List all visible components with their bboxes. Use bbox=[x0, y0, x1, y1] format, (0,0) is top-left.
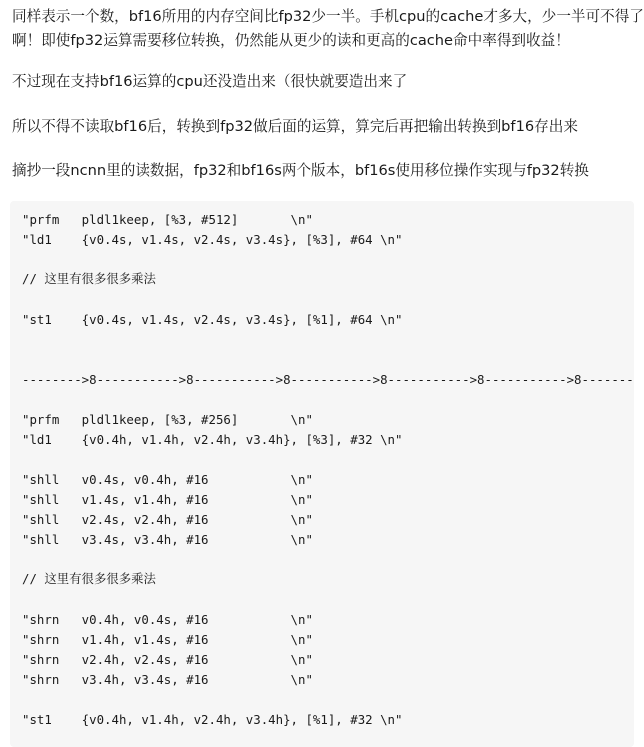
code-line: "prfm pldl1keep, [%3, #256] \n" bbox=[22, 412, 313, 427]
code-comment: // 这里有很多很多乘法 bbox=[22, 571, 156, 586]
code-line: "shrn v1.4h, v1.4s, #16 \n" bbox=[22, 632, 313, 647]
code-comment: // 这里有很多很多乘法 bbox=[22, 271, 156, 286]
code-line: "prfm pldl1keep, [%3, #512] \n" bbox=[22, 212, 313, 227]
code-line: "shrn v3.4h, v3.4s, #16 \n" bbox=[22, 672, 313, 687]
paragraph-bf16-memory bbox=[12, 5, 644, 53]
paragraph-line: 啊！即使fp32运算需要移位转换，仍然能从更少的读和更高的cache命中率得到收益！ bbox=[12, 32, 570, 49]
code-line: "ld1 {v0.4s, v1.4s, v2.4s, v3.4s}, [%3], #64 \n" bbox=[22, 232, 403, 247]
paragraph-line: 不过现在支持bf16运算的cpu还没造出来（很快就要造出来了 bbox=[12, 73, 408, 90]
code-separator: -------->8----------->8----------->8----------->8----------->8----------->8------- bbox=[22, 372, 634, 387]
paragraph-cpu-support bbox=[12, 70, 634, 94]
paragraph-conversion bbox=[12, 115, 634, 139]
paragraph-ncnn-excerpt bbox=[12, 159, 634, 183]
code-line: "shll v0.4s, v0.4h, #16 \n" bbox=[22, 472, 313, 487]
code-line: "shll v2.4s, v2.4h, #16 \n" bbox=[22, 512, 313, 527]
paragraph-line: 摘抄一段ncnn里的读数据，fp32和bf16s两个版本，bf16s使用移位操作实现与fp32转换 bbox=[12, 162, 589, 179]
paragraph-line: 同样表示一个数，bf16所用的内存空间比fp32少一半。手机cpu的cache才多大，少一半可不得了 bbox=[12, 8, 644, 25]
code-line: "shrn v2.4h, v2.4s, #16 \n" bbox=[22, 652, 313, 667]
code-line: "st1 {v0.4h, v1.4h, v2.4h, v3.4h}, [%1], #32 \n" bbox=[22, 712, 403, 727]
code-line: "shll v1.4s, v1.4h, #16 \n" bbox=[22, 492, 313, 507]
paragraph-line: 所以不得不读取bf16后，转换到fp32做后面的运算，算完后再把输出转换到bf16存出来 bbox=[12, 118, 578, 135]
code-line: "st1 {v0.4s, v1.4s, v2.4s, v3.4s}, [%1], #64 \n" bbox=[22, 312, 403, 327]
code-line: "shrn v0.4h, v0.4s, #16 \n" bbox=[22, 612, 313, 627]
code-line: "ld1 {v0.4h, v1.4h, v2.4h, v3.4h}, [%3], #32 \n" bbox=[22, 432, 403, 447]
code-block bbox=[10, 201, 634, 747]
code-line: "shll v3.4s, v3.4h, #16 \n" bbox=[22, 532, 313, 547]
